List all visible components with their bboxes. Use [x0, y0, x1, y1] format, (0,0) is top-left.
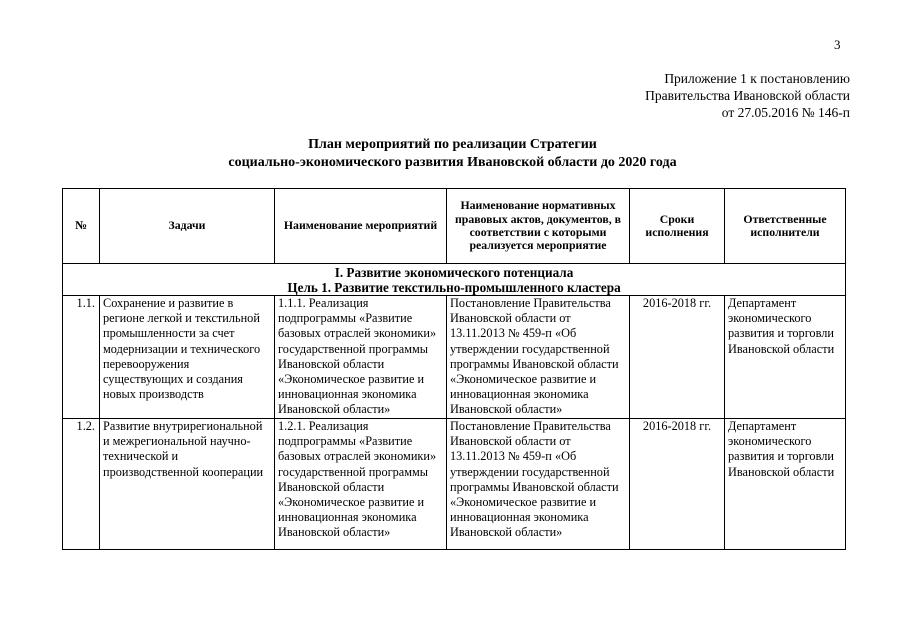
- table-row: [63, 419, 846, 550]
- plan-table: [62, 188, 846, 550]
- appendix-note: [645, 70, 850, 121]
- section-heading: [63, 264, 846, 296]
- header-documents: Наименование нормативных правовых актов, документов, в соответствии с которыми реализуется мероприятие: [447, 189, 630, 264]
- row-task: Развитие внутрирегиональной и межрегиональной научно-технической и производственной кооперации: [100, 419, 275, 550]
- row-task: Сохранение и развитие в регионе легкой и текстильной промышленности за счет модернизации и технического перевооружения существующих и создания новых производств: [100, 296, 275, 419]
- row-responsible: Департамент экономического развития и торговли Ивановской области: [725, 419, 846, 550]
- header-tasks: Задачи: [100, 189, 275, 264]
- page-number: 3: [834, 37, 841, 52]
- appendix-line-1: Приложение 1 к постановлению: [664, 71, 850, 86]
- header-responsible: Ответственные исполнители: [725, 189, 846, 264]
- row-number: 1.2.: [63, 419, 100, 550]
- row-measure: 1.2.1. Реализация подпрограммы «Развитие базовых отраслей экономики» государственной программы Ивановской области «Экономическое развитие и инновационная экономика Ивановской области»: [275, 419, 447, 550]
- goal-title: Цель 1. Развитие текстильно-промышленного кластера: [287, 280, 621, 295]
- header-terms: Сроки исполнения: [630, 189, 725, 264]
- title-line-2: социально-экономического развития Ивановской области до 2020 года: [228, 155, 677, 170]
- appendix-line-2: Правительства Ивановской области: [645, 88, 850, 103]
- header-number: №: [63, 189, 100, 264]
- table-row: [63, 296, 846, 419]
- document-title: [0, 136, 905, 172]
- row-measure: 1.1.1. Реализация подпрограммы «Развитие базовых отраслей экономики» государственной программы Ивановской области «Экономическое развитие и инновационная экономика Ивановской области»: [275, 296, 447, 419]
- row-terms: 2016-2018 гг.: [630, 296, 725, 419]
- header-measures: Наименование мероприятий: [275, 189, 447, 264]
- section-title: I. Развитие экономического потенциала: [334, 265, 574, 280]
- table-header-row: [63, 189, 846, 264]
- row-document: Постановление Правительства Ивановской области от 13.11.2013 № 459-п «Об утверждении государственной программы Ивановской области «Экономическое развитие и инновационная экономика Ивановской области»: [447, 419, 630, 550]
- row-terms: 2016-2018 гг.: [630, 419, 725, 550]
- row-number: 1.1.: [63, 296, 100, 419]
- row-responsible: Департамент экономического развития и торговли Ивановской области: [725, 296, 846, 419]
- row-document: Постановление Правительства Ивановской области от 13.11.2013 № 459-п «Об утверждении государственной программы Ивановской области «Экономическое развитие и инновационная экономика Ивановской области»: [447, 296, 630, 419]
- section-row: [63, 264, 846, 296]
- appendix-line-3: от 27.05.2016 № 146-п: [721, 105, 850, 120]
- title-line-1: План мероприятий по реализации Стратегии: [308, 137, 597, 152]
